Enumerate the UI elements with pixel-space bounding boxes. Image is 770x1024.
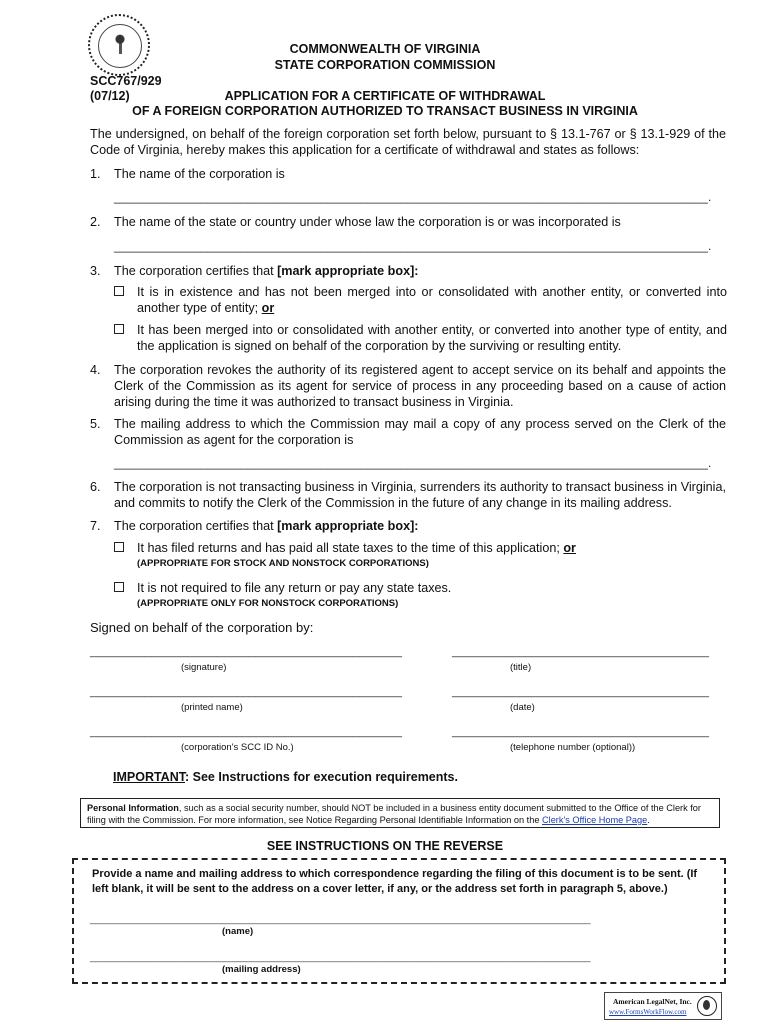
item-2-text: The name of the state or country under whose law the corporation is or was incorporated is [114,215,621,229]
see-instructions-heading: SEE INSTRUCTIONS ON THE REVERSE [266,839,504,853]
publisher-footer [604,992,722,1020]
item-5-text: The mailing address to which the Commission may mail a copy of any process served on the Clerk of the Commission as agent for the corporation is [114,417,726,447]
header-commission: STATE CORPORATION COMMISSION [274,58,496,72]
item-number: 5. [90,417,101,431]
form-title-line2: OF A FOREIGN CORPORATION AUTHORIZED TO TRANSACT BUSINESS IN VIRGINIA [132,104,638,118]
signature-caption: (signature) [181,662,227,673]
item-number: 6. [90,480,101,494]
state-of-incorporation-field[interactable]: _________________________________________________________________________________________. [114,239,712,253]
header-commonwealth: COMMONWEALTH OF VIRGINIA [289,42,481,56]
signed-by-label: Signed on behalf of the corporation by: [90,620,314,635]
telephone-caption: (telephone number (optional)) [510,742,636,753]
correspondence-box [72,858,726,984]
correspondence-instructions: Provide a name and mailing address to which correspondence regarding the filing of this document is to be sent. (If left blank, it will be sent to the address on a cover letter, if any, or the address set forth in paragraph 5, above.) [92,868,698,895]
personal-information-notice: Personal Information, such as a social security number, should NOT be included in a business entity document submitted to the Office of the Clerk for filing with the Commission. For more information, see Notice Regarding Personal Identifiable Information on the Clerk's Office Home Page. [80,798,720,828]
item-number: 3. [90,264,101,278]
signature-field[interactable]: ___________________________________________________ [90,646,403,658]
item-7-text: The corporation certifies that [mark appropriate box]: [114,519,419,533]
item-7-option-2-note: (APPROPRIATE ONLY FOR NONSTOCK CORPORATIONS) [137,598,399,609]
item-3-option-1: It is in existence and has not been merged into or consolidated with another entity, or converted into another type of entity; or [137,285,727,315]
corporation-name-field[interactable]: _________________________________________________________________________________________. [114,190,712,204]
date-caption: (date) [510,702,535,713]
printed-name-field[interactable]: ___________________________________________________ [90,686,403,698]
mailing-address-field[interactable]: _________________________________________________________________________________________. [114,456,712,470]
printed-name-caption: (printed name) [181,702,243,713]
publisher-url[interactable]: www.FormsWorkFlow.com [609,1008,687,1016]
item-number: 2. [90,215,101,229]
item-7-option-1-note: (APPROPRIATE FOR STOCK AND NONSTOCK CORPORATIONS) [137,558,429,569]
item-3-text: The corporation certifies that [mark appropriate box]: [114,264,419,278]
title-caption: (title) [510,662,532,673]
item-3-option-2: It has been merged into or consolidated with another entity, or converted into another type of entity, and the application is signed on behalf of the corporation by the surviving or resulting entity. [137,323,727,353]
scc-id-caption: (corporation's SCC ID No.) [181,742,294,753]
intro-paragraph: The undersigned, on behalf of the foreign corporation set forth below, pursuant to § 13.1-767 or § 13.1-929 of the Code of Virginia, hereby makes this application for a certificate of withdrawal and states as follows: [90,127,726,157]
form-title-line1: APPLICATION FOR A CERTIFICATE OF WITHDRAWAL [224,89,546,103]
publisher-name: American LegalNet, Inc. [613,997,692,1006]
scc-id-field[interactable]: ___________________________________________________ [90,726,403,738]
item-number: 4. [90,363,101,377]
item-number: 1. [90,167,101,181]
clerks-office-link[interactable]: Clerk's Office Home Page [542,815,648,825]
merged-checkbox[interactable] [114,324,124,334]
mailing-address-caption: (mailing address) [222,964,301,975]
item-6-text: The corporation is not transacting business in Virginia, surrenders its authority to transact business in Virginia, and commits to notify the Clerk of the Commission in the future of any change in its mailing address. [114,480,726,510]
item-7-option-1: It has filed returns and has paid all state taxes to the time of this application; or [137,541,576,555]
not-required-checkbox[interactable] [114,582,124,592]
publisher-logo-icon [697,996,717,1016]
telephone-field[interactable]: __________________________________________ [452,726,709,738]
item-number: 7. [90,519,101,533]
item-7-option-2: It is not required to file any return or pay any state taxes. [137,581,452,595]
title-field[interactable]: __________________________________________ [452,646,709,658]
in-existence-checkbox[interactable] [114,286,124,296]
item-4-text: The corporation revokes the authority of its registered agent to accept service on its behalf and appoints the Clerk of the Commission as its agent for service of process in any proceeding based on a cause of action arising during the time it was authorized to transact business in Virginia. [114,363,726,409]
correspondence-address-field[interactable]: __________________________________________________________________________________________ [90,952,591,963]
item-1-text: The name of the corporation is [114,167,285,181]
name-caption: (name) [222,926,254,937]
form-code: SCC767/929 [90,74,162,88]
correspondence-name-field[interactable]: __________________________________________________________________________________________ [90,914,591,925]
date-field[interactable]: __________________________________________ [452,686,709,698]
form-date: (07/12) [90,89,130,103]
important-note: IMPORTANT: See Instructions for execution requirements. [113,770,458,784]
filed-returns-checkbox[interactable] [114,542,124,552]
